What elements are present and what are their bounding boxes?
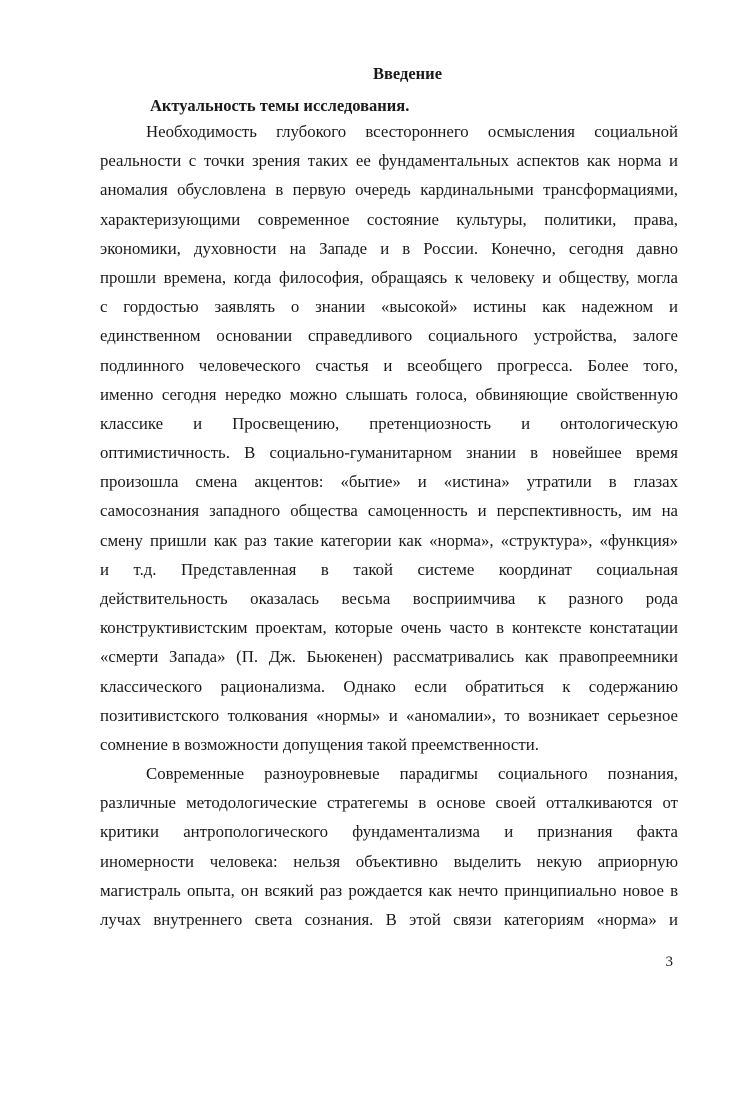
text-line: иномерности человека: нельзя объективно выделить некую априорную [100, 851, 678, 871]
text-line: аномалия обусловлена в первую очередь кардинальными трансформациями, [100, 180, 678, 200]
paragraph-1 [100, 117, 678, 759]
text-line: действительность оказалась весьма восприимчива к разного рода [100, 589, 678, 608]
text-line: с гордостью заявлять о знании «высокой» истины как надежном и [100, 297, 678, 317]
text-line: Необходимость глубокого всестороннего осмысления социальной [146, 122, 678, 141]
page-title: Введение [372, 64, 443, 83]
text-line: и т.д. Представленная в такой системе координат социальная [100, 559, 678, 579]
text-line: сомнение в возможности допущения такой преемственности. [100, 734, 539, 754]
text-line: единственном основании справедливого социального устройства, залоге [100, 326, 678, 346]
text-line: различные методологические стратегемы в основе своей отталкиваются от [100, 793, 678, 813]
page-number: 3 [665, 954, 673, 970]
text-line: произошла смена акцентов: «бытие» и «истина» утратили в глазах [100, 472, 678, 492]
text-line: характеризующими современное состояние культуры, политики, права, [100, 209, 678, 229]
paragraph-2 [100, 759, 678, 934]
section-heading: Актуальность темы исследования. [150, 96, 410, 115]
text-line: именно сегодня нередко можно слышать голоса, обвиняющие свойственную [100, 384, 678, 404]
text-line: смену пришли как раз такие категории как «норма», «структура», «функция» [100, 530, 678, 550]
text-line: критики антропологического фундаментализма и признания факта [100, 822, 678, 842]
text-line: классике и Просвещению, претенциозность и онтологическую [100, 413, 678, 433]
text-line: оптимистичность. В социально-гуманитарном знании в новейшее время [100, 443, 678, 463]
text-line: экономики, духовности на Западе и в России. Конечно, сегодня давно [100, 238, 678, 258]
text-line: подлинного человеческого счастья и всеобщего прогресса. Более того, [100, 355, 678, 375]
text-line: прошли времена, когда философия, обращаясь к человеку и обществу, могла [100, 267, 678, 287]
text-line: лучах внутреннего света сознания. В этой связи категориям «норма» и [100, 909, 678, 929]
text-line: позитивистского толкования «нормы» и «аномалии», то возникает серьезное [100, 705, 678, 725]
text-line: «смерти Запада» (П. Дж. Бьюкенен) рассматривались как правопреемники [100, 647, 678, 667]
text-line: Современные разноуровневые парадигмы социального познания, [146, 764, 678, 783]
text-line: самосознания западного общества самоценность и перспективность, им на [100, 501, 678, 521]
text-line: магистраль опыта, он всякий раз рождается как нечто принципиально новое в [100, 880, 678, 900]
text-line: конструктивистским проектам, которые очень часто в контексте констатации [100, 618, 678, 638]
text-line: классического рационализма. Однако если обратиться к содержанию [100, 676, 678, 696]
text-line: реальности с точки зрения таких ее фундаментальных аспектов как норма и [100, 151, 678, 171]
